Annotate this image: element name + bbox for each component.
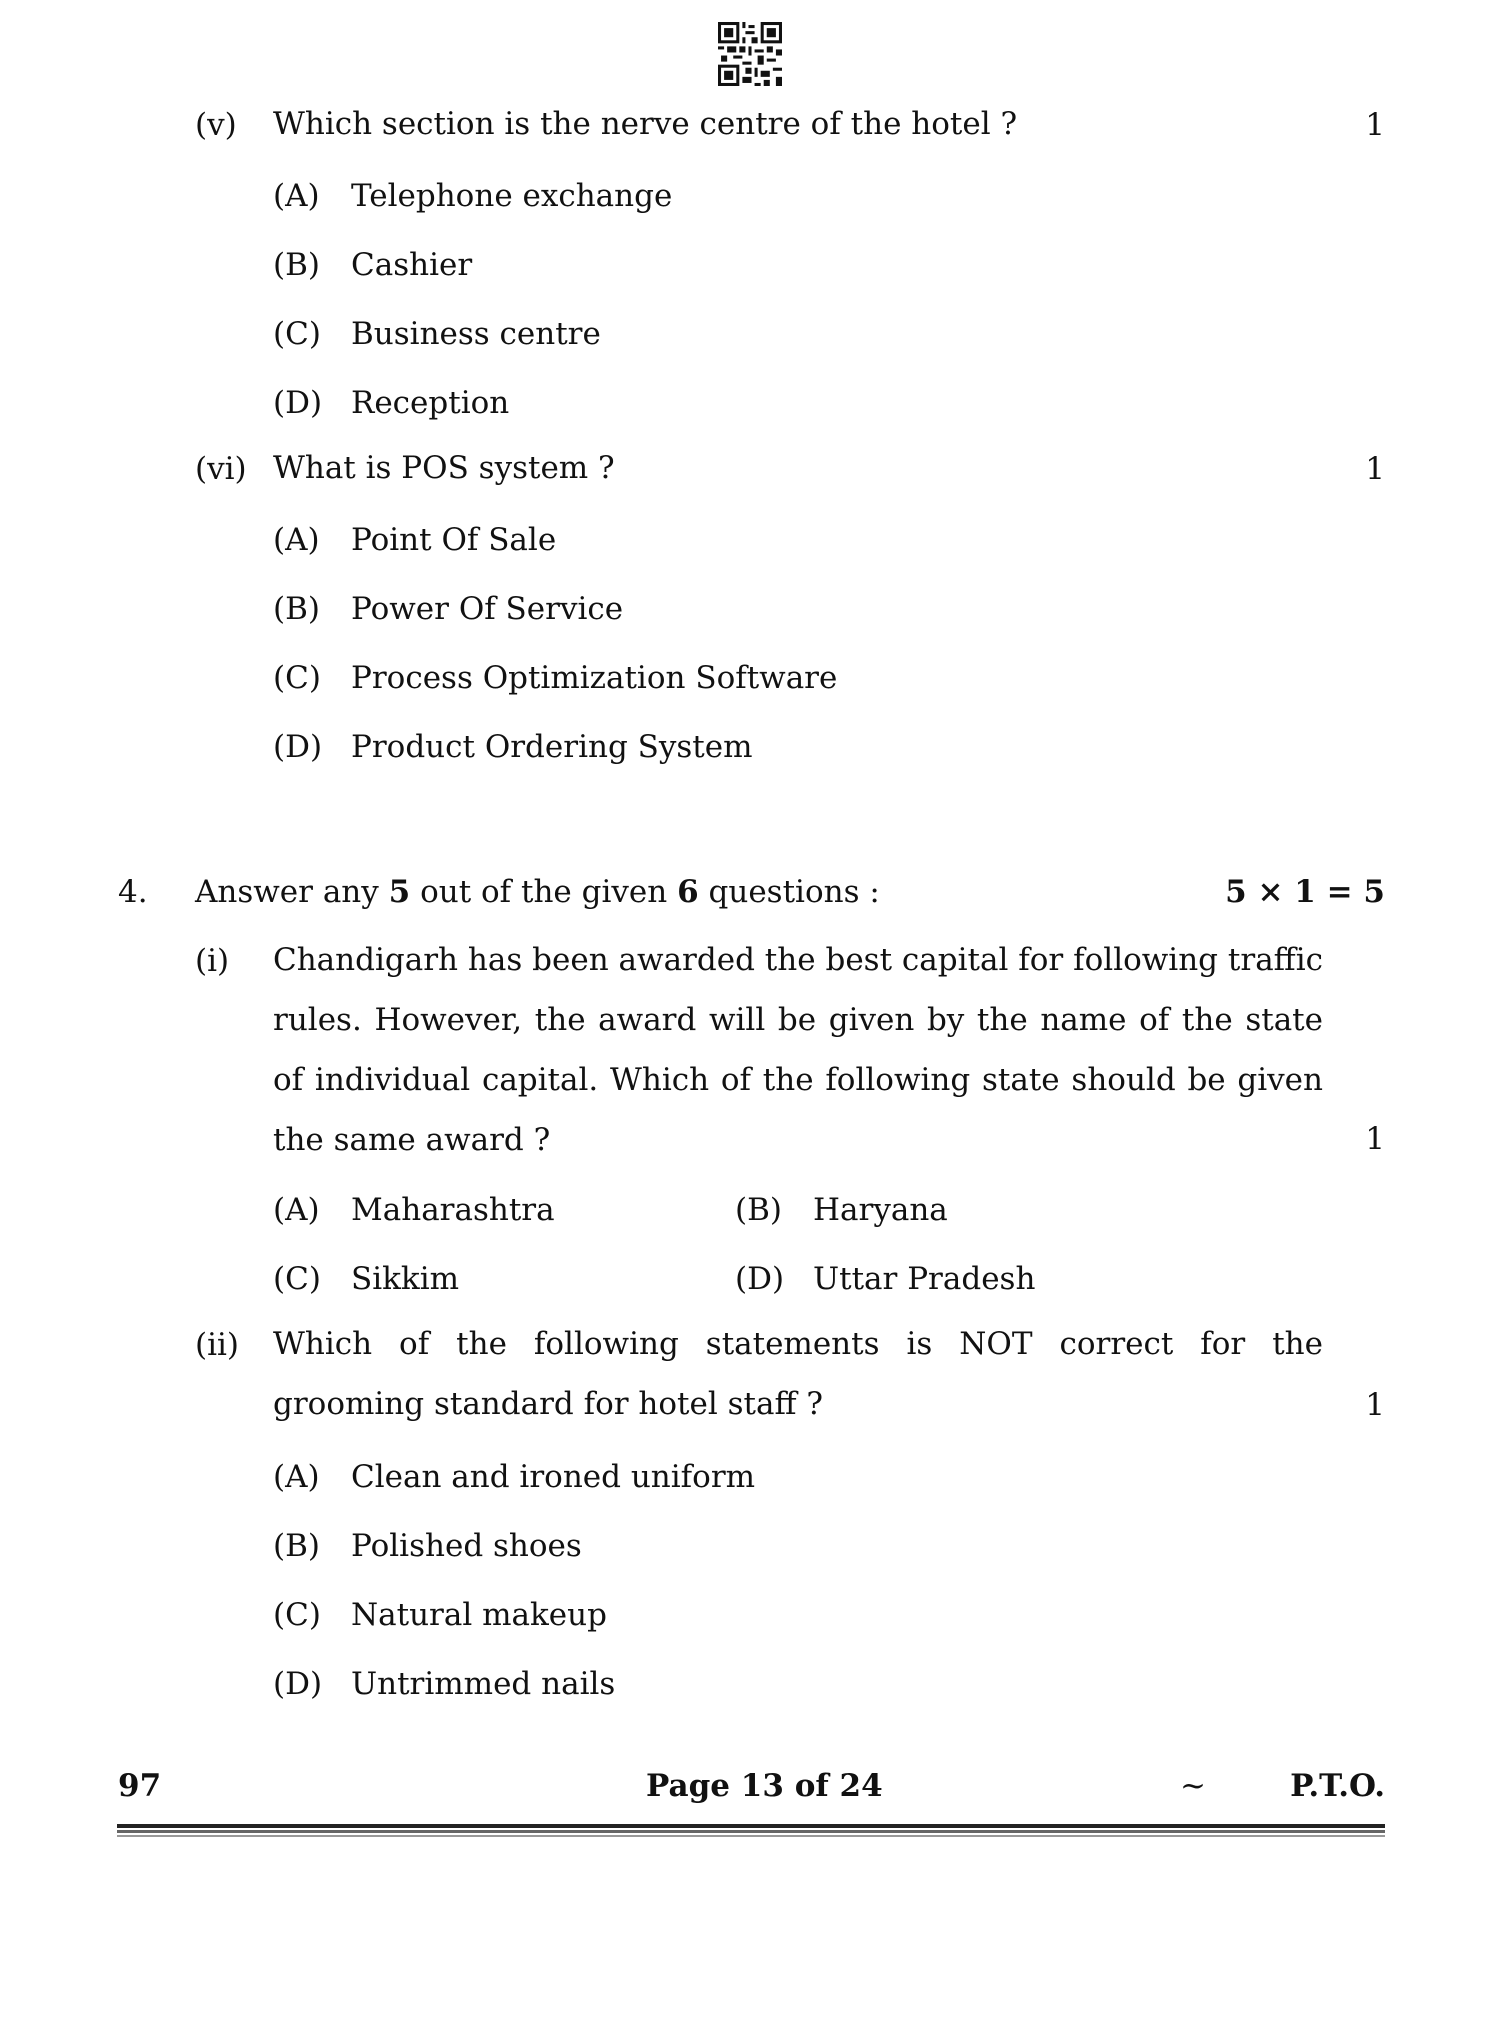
- footer-rule: [117, 1830, 1385, 1833]
- option-a: (A) Telephone exchange: [273, 178, 673, 214]
- question-marks: 1: [1365, 451, 1385, 487]
- question-marks: 1: [1365, 107, 1385, 143]
- question-number: (v): [195, 107, 237, 143]
- option-a: (A) Clean and ironed uniform: [273, 1459, 756, 1495]
- option-c: (C) Sikkim: [273, 1261, 460, 1297]
- option-d: (D) Reception: [273, 385, 510, 421]
- option-d: (D) Product Ordering System: [273, 729, 753, 765]
- question-vi: [195, 450, 1385, 770]
- question-4-i: [195, 942, 1385, 1297]
- question-marks: 1: [1365, 1121, 1385, 1157]
- option-b: (B) Cashier: [273, 247, 473, 283]
- footer-rule: [117, 1824, 1385, 1828]
- option-c: (C) Natural makeup: [273, 1597, 607, 1633]
- option-d: (D) Uttar Pradesh: [735, 1261, 1036, 1297]
- question-text: What is POS system ?: [273, 450, 615, 486]
- tilde-mark: ~: [1180, 1768, 1206, 1804]
- option-b: (B) Polished shoes: [273, 1528, 582, 1564]
- question-v: [195, 106, 1385, 426]
- option-c: (C) Business centre: [273, 316, 601, 352]
- option-a: (A) Point Of Sale: [273, 522, 557, 558]
- option-b: (B) Haryana: [735, 1192, 948, 1228]
- question-4-number: 4.: [118, 874, 148, 910]
- pto-label: P.T.O.: [1290, 1768, 1385, 1804]
- question-number: (ii): [195, 1327, 240, 1363]
- footer-rule: [117, 1835, 1385, 1837]
- option-a: (A) Maharashtra: [273, 1192, 555, 1228]
- question-4-marks: 5 × 1 = 5: [1225, 874, 1385, 910]
- paper-code: 97: [118, 1768, 162, 1804]
- question-text: Chandigarh has been awarded the best capital for following traffic rules. However, the award will be given by the name of the state of individual capital. Which of the following state should be given the same award ?: [273, 942, 1323, 1158]
- question-4-instruction: Answer any 5 out of the given 6 questions :: [195, 874, 880, 910]
- question-text: Which of the following statements is NOT correct for the grooming standard for hotel staff ?: [273, 1326, 1323, 1422]
- qr-code-icon: [718, 22, 782, 86]
- option-b: (B) Power Of Service: [273, 591, 624, 627]
- question-marks: 1: [1365, 1387, 1385, 1423]
- option-d: (D) Untrimmed nails: [273, 1666, 616, 1702]
- question-text: Which section is the nerve centre of the hotel ?: [273, 106, 1018, 142]
- question-4-ii: [195, 1326, 1385, 1710]
- question-number: (vi): [195, 451, 247, 487]
- page-number: Page 13 of 24: [646, 1768, 883, 1804]
- question-number: (i): [195, 943, 230, 979]
- option-c: (C) Process Optimization Software: [273, 660, 838, 696]
